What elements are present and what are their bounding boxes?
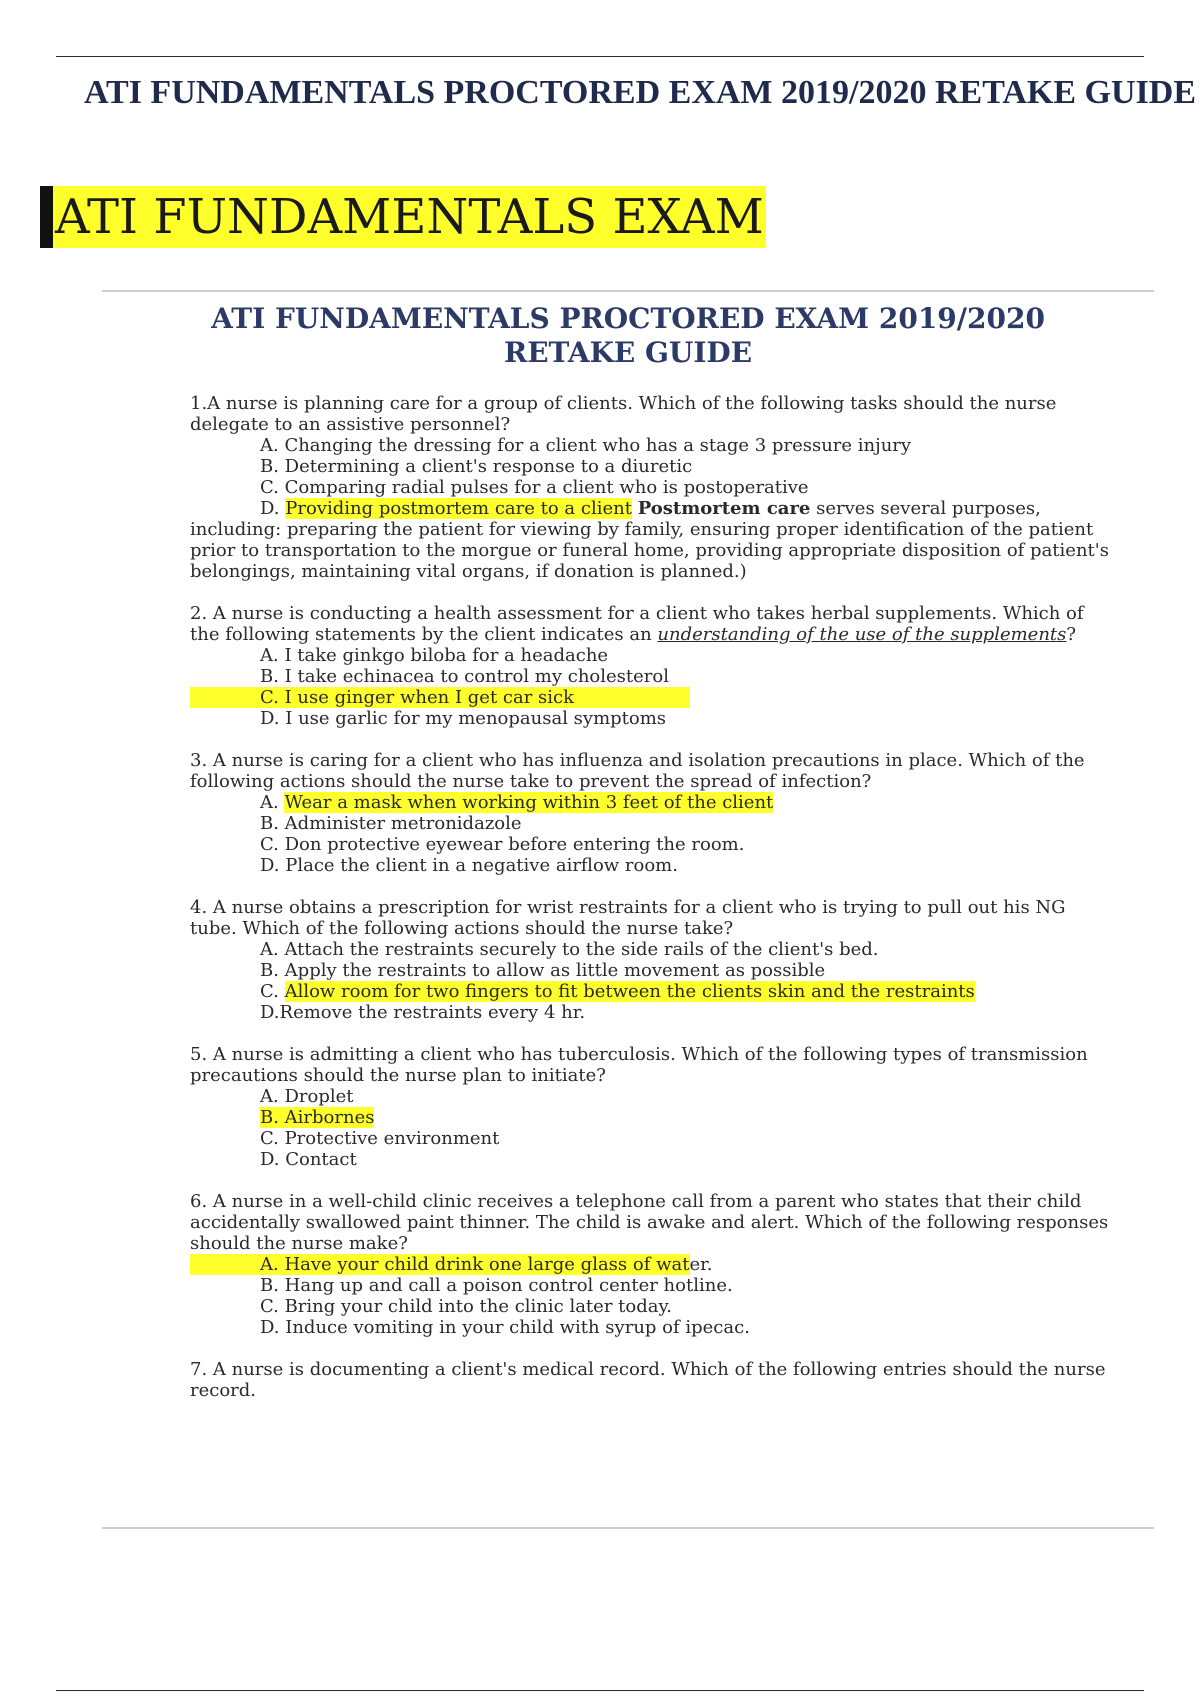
option-c: C. Bring your child into the clinic later today. xyxy=(260,1296,672,1317)
option-a: A. Attach the restraints securely to the side rails of the client's bed. xyxy=(260,939,879,960)
top-rule xyxy=(56,56,1144,57)
bottom-rule xyxy=(56,1690,1144,1691)
answer-prefix: C. xyxy=(260,981,285,1002)
question-stem: 6. A nurse in a well-child clinic receives a telephone call from a parent who states that their child accidentally swallowed paint thinner. The child is awake and alert. Which of the following responses should the nurse make? xyxy=(190,1191,1109,1254)
page-title-line1: ATI FUNDAMENTALS PROCTORED EXAM 2019/2020 xyxy=(211,302,1045,335)
option-a: A. I take ginkgo biloba for a headache xyxy=(260,645,609,666)
option-c-answer xyxy=(190,981,1110,1002)
highlighted-answer: Wear a mask when working within 3 feet of the client xyxy=(284,792,774,813)
option-d: D. Induce vomiting in your child with syrup of ipecac. xyxy=(260,1317,750,1338)
exam-banner xyxy=(40,186,766,248)
option-b: B. Determining a client's response to a diuretic xyxy=(260,456,693,477)
option-c: C. Protective environment xyxy=(260,1128,500,1149)
question-2 xyxy=(190,603,1110,729)
option-b: B. I take echinacea to control my cholesterol xyxy=(260,666,669,687)
rationale-text: serves several purposes, xyxy=(816,498,1041,519)
rationale-continuation: including: preparing the patient for viewing by family, ensuring proper identification of the patient prior to transportation to the morgue or funeral home, providing appropriate disposition of patient's belongings, maintaining vital organs, if donation is planned.) xyxy=(190,519,1109,582)
option-b: B. Hang up and call a poison control center hotline. xyxy=(260,1275,733,1296)
question-stem: 5. A nurse is admitting a client who has tuberculosis. Which of the following types of transmission precautions should the nurse plan to initiate? xyxy=(190,1044,1088,1086)
option-b-answer xyxy=(190,1107,1110,1128)
rationale-bold: Postmortem care xyxy=(637,498,811,519)
option-c-answer: C. I use ginger when I get car sick xyxy=(190,687,690,708)
option-d: D. Contact xyxy=(260,1149,357,1170)
document-title: ATI FUNDAMENTALS PROCTORED EXAM 2019/2020 RETAKE GUIDE xyxy=(83,74,1196,111)
option-d-answer xyxy=(190,498,1110,519)
option-c: C. Comparing radial pulses for a client who is postoperative xyxy=(260,477,809,498)
option-b: B. Administer metronidazole xyxy=(260,813,522,834)
question-stem: 1.A nurse is planning care for a group of clients. Which of the following tasks should the nurse delegate to an assistive personnel? xyxy=(190,393,1057,435)
questions-list xyxy=(190,393,1110,1422)
option-a-answer xyxy=(190,792,1110,813)
option-b: B. Apply the restraints to allow as little movement as possible xyxy=(260,960,826,981)
highlighted-answer: B. Airbornes xyxy=(260,1107,375,1128)
question-stem: 7. A nurse is documenting a client's medical record. Which of the following entries should the nurse record. xyxy=(190,1359,1106,1401)
question-6 xyxy=(190,1191,1110,1338)
option-a: A. Droplet xyxy=(260,1086,354,1107)
question-stem xyxy=(190,603,1110,645)
question-1 xyxy=(190,393,1110,582)
question-3 xyxy=(190,750,1110,876)
page-title-line2: RETAKE GUIDE xyxy=(503,336,753,369)
stem-text: 2. A nurse is conducting a health assessment for a client who takes herbal supplements. Which of the following statements by the client indicates an xyxy=(190,603,1084,645)
stem-end: ? xyxy=(1066,624,1077,645)
option-a: A. Changing the dressing for a client who has a stage 3 pressure injury xyxy=(260,435,912,456)
question-5 xyxy=(190,1044,1110,1170)
page-top-divider xyxy=(102,290,1154,292)
question-4 xyxy=(190,897,1110,1023)
banner-bar xyxy=(40,186,53,248)
option-d: D. I use garlic for my menopausal symptoms xyxy=(260,708,667,729)
stem-emphasis: understanding of the use of the supplements xyxy=(657,624,1067,645)
option-d: D.Remove the restraints every 4 hr. xyxy=(260,1002,586,1023)
question-7 xyxy=(190,1359,1110,1401)
question-stem: 4. A nurse obtains a prescription for wrist restraints for a client who is trying to pull out his NG tube. Which of the following actions should the nurse take? xyxy=(190,897,1066,939)
page-title xyxy=(102,302,1154,370)
question-stem: 3. A nurse is caring for a client who has influenza and isolation precautions in place. Which of the following actions should the nurse take to prevent the spread of infection? xyxy=(190,750,1085,792)
banner-text: ATI FUNDAMENTALS EXAM xyxy=(53,186,766,248)
option-a-answer: A. Have your child drink one large glass of water. xyxy=(190,1254,690,1275)
option-d: D. Place the client in a negative airflow room. xyxy=(260,855,678,876)
answer-prefix: A. xyxy=(260,792,285,813)
page-bottom-divider xyxy=(102,1527,1154,1529)
highlighted-answer: Allow room for two fingers to fit between the clients skin and the restraints xyxy=(284,981,975,1002)
answer-prefix: D. xyxy=(260,498,286,519)
option-c: C. Don protective eyewear before entering the room. xyxy=(260,834,745,855)
highlighted-answer: Providing postmortem care to a client xyxy=(285,498,632,519)
